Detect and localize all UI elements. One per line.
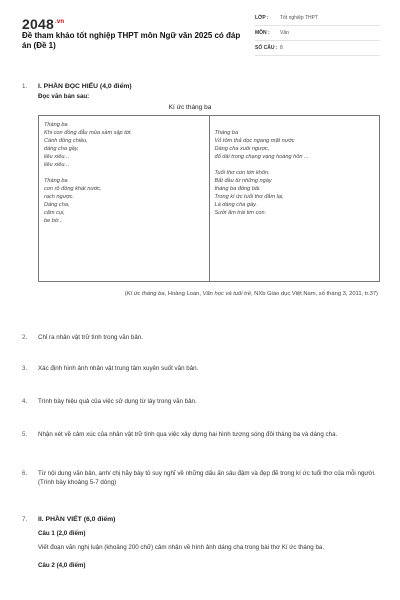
poem-line: Cánh đồng chiều, bbox=[44, 138, 88, 144]
poem-line: Tháng ba bbox=[44, 122, 68, 128]
question-2 bbox=[22, 333, 382, 342]
poem-stanza-gap bbox=[215, 161, 375, 169]
question-text: Từ nội dung văn bản, anh/ chị hãy bày tỏ suy nghĩ về những dấu ấn sâu đậm và đẹp đẽ trong kí ức tuổi thơ của mỗi người. (Trình bày khoảng 5-7 dòng) bbox=[38, 470, 376, 486]
question-number: 3. bbox=[22, 365, 28, 372]
section-title: II. PHẦN VIẾT (6,0 điểm) bbox=[38, 516, 116, 523]
poem-line: đổ dài trong chạng vạng hoàng hôn ... bbox=[214, 154, 309, 160]
question-1 bbox=[22, 82, 382, 101]
poem-line: Dáng cha, bbox=[44, 202, 70, 208]
poem-column-left bbox=[39, 116, 209, 281]
poem-title: Kí ức tháng ba bbox=[168, 104, 212, 111]
poem-line: be bờ... bbox=[44, 218, 63, 224]
poem-line: dáng cha gầy, bbox=[44, 146, 79, 152]
meta-value: Tốt nghiệp THPT bbox=[280, 15, 318, 21]
poem-line: Tuổi thơ con lớn khôn. bbox=[214, 170, 270, 176]
poem-line: liêu xiêu... bbox=[44, 154, 70, 160]
read-label: Đọc văn bản sau: bbox=[38, 93, 90, 100]
page-header bbox=[0, 0, 400, 60]
poem-line: liêu xiêu... bbox=[44, 162, 70, 168]
meta-row-count bbox=[255, 44, 380, 56]
question-number: 5. bbox=[22, 431, 28, 438]
poem-line: Sưởi ấm trái tim con. bbox=[214, 210, 267, 216]
question-4 bbox=[22, 397, 382, 406]
poem-stanza-gap bbox=[44, 169, 204, 177]
poem-line: con rô đồng khát nước, bbox=[44, 186, 102, 192]
poem-stanza-gap bbox=[215, 121, 375, 129]
poem-source: (Kí ức tháng ba, Hoàng Loan, Văn học và tuổi trẻ, NXb Giáo dục Việt Nam, số tháng 3, 2011, tr.37) bbox=[124, 291, 378, 297]
question-3 bbox=[22, 364, 382, 373]
poem-line: Tháng ba bbox=[214, 130, 239, 136]
meta-key: SỐ CÂU : bbox=[255, 45, 278, 51]
poem-column-right bbox=[209, 116, 380, 281]
question-text: Nhận xét về cảm xúc của nhân vật trữ tình qua việc xây dựng hai hình tượng sóng đôi tháng ba và dáng cha. bbox=[38, 431, 338, 438]
question-7 bbox=[22, 515, 382, 570]
poem-line: Vỏ tôm thả dọc ngang mặt nước bbox=[214, 138, 295, 144]
question-text: Trình bày hiệu quả của việc sử dụng từ láy trong văn bản. bbox=[38, 398, 197, 405]
poem-line: Dáng cha xuôi ngược, bbox=[214, 146, 270, 152]
question-number: 4. bbox=[22, 398, 28, 405]
poem-line: rạch ngược. bbox=[44, 194, 74, 200]
poem-box bbox=[38, 115, 380, 282]
poem-line: Khi con đồng đẫu mùa sầm sập tới. bbox=[44, 130, 132, 136]
document-meta bbox=[255, 14, 380, 59]
sub-question-title: Câu 2 (4,0 điểm) bbox=[38, 562, 86, 569]
question-text: Xác định hình ảnh nhân vật trung tâm xuyên suốt văn bản. bbox=[38, 365, 199, 372]
question-6 bbox=[22, 469, 382, 487]
question-number: 2. bbox=[22, 334, 28, 341]
meta-key: LỚP : bbox=[255, 15, 269, 21]
meta-value: 8 bbox=[280, 45, 283, 51]
poem-line: Bắt đầu từ những ngày bbox=[214, 178, 272, 184]
poem-line: cặm cụi, bbox=[44, 210, 65, 216]
document-title: Đề tham khảo tốt nghiệp THPT môn Ngữ văn 2025 có đáp án (Đề 1) bbox=[22, 31, 241, 50]
poem-line: Trong kí ức tuổi thơ đằm lại, bbox=[214, 194, 284, 200]
poem-line: tháng ba đồng bãi. bbox=[214, 186, 261, 192]
sub-question-text: Viết đoạn văn nghị luận (khoảng 200 chữ) cảm nhận về hình ảnh dáng cha trong bài thơ Kí ức tháng ba. bbox=[38, 544, 325, 551]
question-number: 7. bbox=[22, 516, 28, 523]
question-number: 6. bbox=[22, 470, 28, 477]
meta-value: Văn bbox=[280, 30, 289, 36]
meta-key: MÔN : bbox=[255, 30, 270, 36]
site-logo[interactable]: $2048^{.vn}$ bbox=[22, 16, 65, 32]
question-5 bbox=[22, 430, 382, 439]
sub-question-title: Câu 1 (2,0 điểm) bbox=[38, 530, 86, 537]
poem-line: Là dáng cha gầy. bbox=[214, 202, 258, 208]
meta-row-class bbox=[255, 14, 380, 26]
question-text: Chỉ ra nhân vật trữ tình trong văn bản. bbox=[38, 334, 143, 341]
poem-line: Tháng ba bbox=[44, 178, 68, 184]
meta-row-subject bbox=[255, 29, 380, 41]
question-number: 1. bbox=[22, 83, 28, 90]
section-title: I. PHẦN ĐỌC HIỂU (4,0 điểm) bbox=[38, 83, 132, 90]
